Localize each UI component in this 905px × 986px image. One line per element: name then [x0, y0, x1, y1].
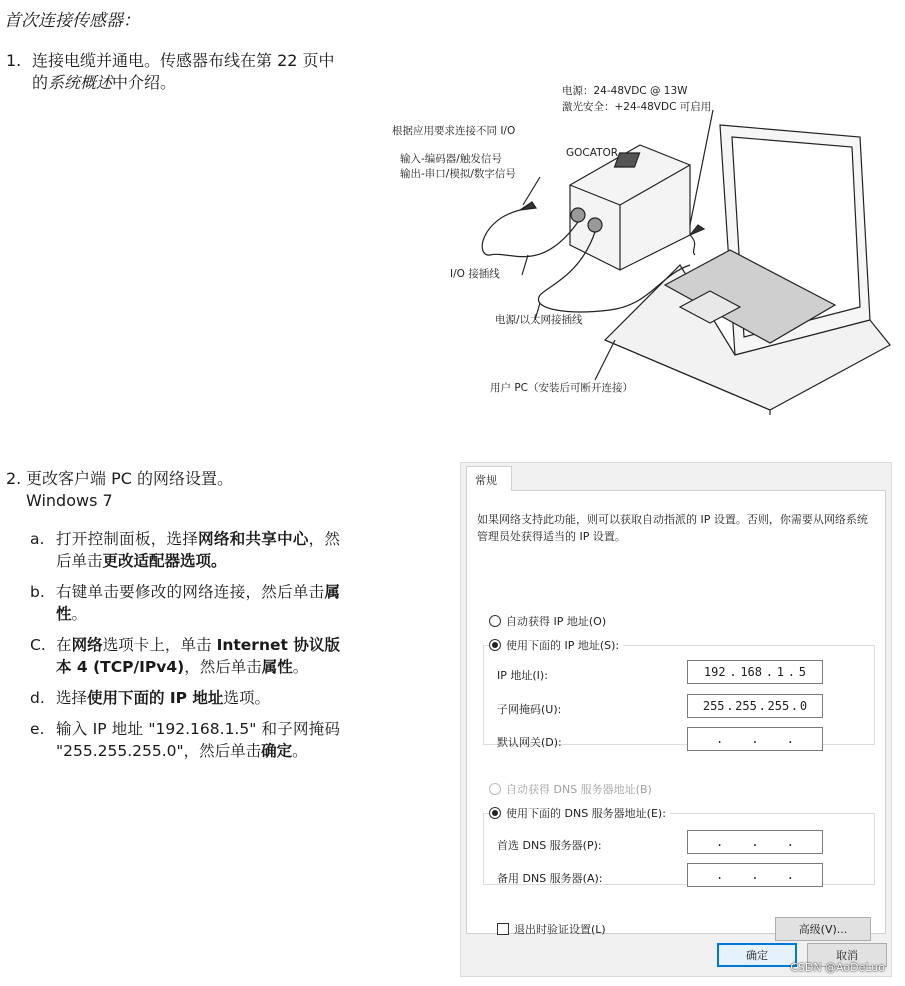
text-segment: 中介绍。 [112, 73, 177, 92]
general-tab-panel [466, 490, 886, 934]
auto-dns-label: 自动获得 DNS 服务器地址(B) [506, 783, 652, 796]
user-pc-label: 用户 PC（安装后可断开连接） [490, 382, 634, 394]
mask-octet: 255 [702, 699, 725, 713]
sensor-wiring-figure [390, 75, 900, 415]
bold-term: 更改适配器选项。 [102, 552, 227, 570]
radio-auto-dns[interactable] [489, 783, 501, 795]
substep-d [30, 687, 340, 709]
radio-manual-ip[interactable] [489, 639, 501, 651]
ip-address-label: IP 地址(I): [497, 669, 548, 682]
bold-term: Internet 协议版本 4 (TCP/IPv4) [56, 636, 340, 676]
text-segment: 的 [32, 73, 49, 92]
input-signal-label: 输入-编码器/触发信号 [400, 153, 502, 165]
gateway-input[interactable]: . . . [687, 727, 823, 751]
substep-letter: b. [30, 583, 45, 601]
validate-on-exit[interactable] [497, 921, 606, 937]
manual-ip-option[interactable] [489, 637, 623, 653]
bold-term: 网络和共享中心 [198, 530, 309, 548]
preferred-dns-label: 首选 DNS 服务器(P): [497, 839, 602, 852]
substep-letter: C. [30, 636, 46, 654]
substep-b [30, 581, 340, 625]
link-system-overview[interactable]: 系统概述 [48, 73, 113, 92]
output-signal-label: 输出-串口/模拟/数字信号 [400, 168, 516, 180]
substep-letter: d. [30, 689, 45, 707]
step-2 [6, 468, 346, 512]
mask-octet: 255 [735, 699, 757, 713]
mask-octet: 255 [767, 699, 790, 713]
text-segment: 。 [292, 742, 308, 760]
alternate-dns-input[interactable]: . . . [687, 863, 823, 887]
ip-octet: 5 [798, 665, 807, 679]
auto-ip-label: 自动获得 IP 地址(O) [506, 615, 607, 628]
step-1 [6, 50, 406, 94]
step-1-line-2 [32, 72, 406, 94]
gocator-brand-label: GOCATOR [566, 147, 619, 159]
substep-letter: e. [30, 720, 45, 738]
radio-manual-dns[interactable] [489, 807, 501, 819]
validate-label: 退出时验证设置(L) [514, 923, 606, 936]
text-segment: 选项卡上，单击 [102, 636, 217, 654]
gateway-label: 默认网关(D): [497, 736, 562, 749]
step-2-text: 更改客户端 PC 的网络设置。 [26, 469, 233, 488]
bold-term: 属性 [56, 583, 340, 623]
text-segment: 选择 [56, 689, 88, 707]
tab-general[interactable]: 常规 [466, 466, 512, 491]
manual-dns-label: 使用下面的 DNS 服务器地址(E): [506, 807, 666, 820]
manual-dns-option[interactable] [489, 805, 670, 821]
manual-ip-label: 使用下面的 IP 地址(S): [506, 639, 620, 652]
text-segment: 打开控制面板，选择 [56, 530, 199, 548]
bold-term: 属性 [261, 658, 293, 676]
bold-term: 确定 [261, 742, 293, 760]
substep-letter: a. [30, 530, 45, 548]
text-segment: 输入 IP 地址 "192.168.1.5" 和子网掩码 "255.255.255.0"，然后单击 [56, 720, 340, 760]
alternate-dns-label: 备用 DNS 服务器(A): [497, 872, 603, 885]
text-segment: 右键单击要修改的网络连接，然后单击 [56, 583, 325, 601]
preferred-dns-input[interactable]: . . . [687, 830, 823, 854]
validate-checkbox[interactable] [497, 923, 509, 935]
ip-octet: 192 [703, 665, 726, 679]
mask-octet: 0 [799, 699, 808, 713]
bold-term: 使用下面的 IP 地址 [87, 689, 224, 707]
watermark: CSDN @AoDeLuo [790, 961, 885, 974]
substep-list [30, 528, 340, 771]
text-segment: 。 [71, 605, 88, 623]
step-number: 1. [6, 51, 22, 70]
text-segment: ，然后单击 [56, 530, 340, 570]
ok-button[interactable]: 确定 [717, 943, 797, 967]
io-requirement-label: 根据应用要求连接不同 I/O [392, 125, 516, 137]
text-segment: 选项。 [223, 689, 270, 707]
io-cable-label: I/O 接插线 [450, 268, 500, 280]
subnet-mask-label: 子网掩码(U): [497, 703, 562, 716]
subnet-mask-input[interactable]: 255 . 255 . 255 . 0 [687, 694, 823, 718]
substep-a [30, 528, 340, 572]
ipv4-properties-dialog [460, 462, 892, 977]
radio-auto-ip[interactable] [489, 615, 501, 627]
ip-octet: 1 [776, 665, 785, 679]
ip-octet: 168 [740, 665, 763, 679]
os-name: Windows 7 [26, 491, 113, 510]
cancel-button[interactable]: 取消 [807, 943, 887, 967]
page-heading: 首次连接传感器： [4, 11, 140, 31]
substep-c [30, 634, 340, 678]
text-segment: ，然后单击 [184, 658, 262, 676]
power-ethernet-cable-label: 电源/以太网接插线 [495, 314, 583, 326]
text-segment: 。 [292, 658, 309, 676]
power-label: 电源：24-48VDC @ 13W [562, 85, 688, 97]
auto-ip-option[interactable] [489, 613, 606, 629]
bold-term: 网络 [71, 636, 103, 654]
step-number: 2. [6, 469, 22, 488]
laser-safety-label: 激光安全：+24-48VDC 可启用 [562, 101, 712, 113]
info-text: 如果网络支持此功能，则可以获取自动指派的 IP 设置。否则，你需要从网络系统管理员处获得适当的 IP 设置。 [477, 513, 868, 543]
advanced-button[interactable]: 高级(V)... [775, 917, 871, 941]
text-segment: 在 [56, 636, 72, 654]
auto-dns-option[interactable] [489, 781, 652, 797]
substep-e [30, 718, 340, 762]
ip-address-input[interactable]: 192 . 168 . 1 . 5 [687, 660, 823, 684]
step-1-line-1: 连接电缆并通电。传感器布线在第 22 页中 [32, 51, 335, 70]
